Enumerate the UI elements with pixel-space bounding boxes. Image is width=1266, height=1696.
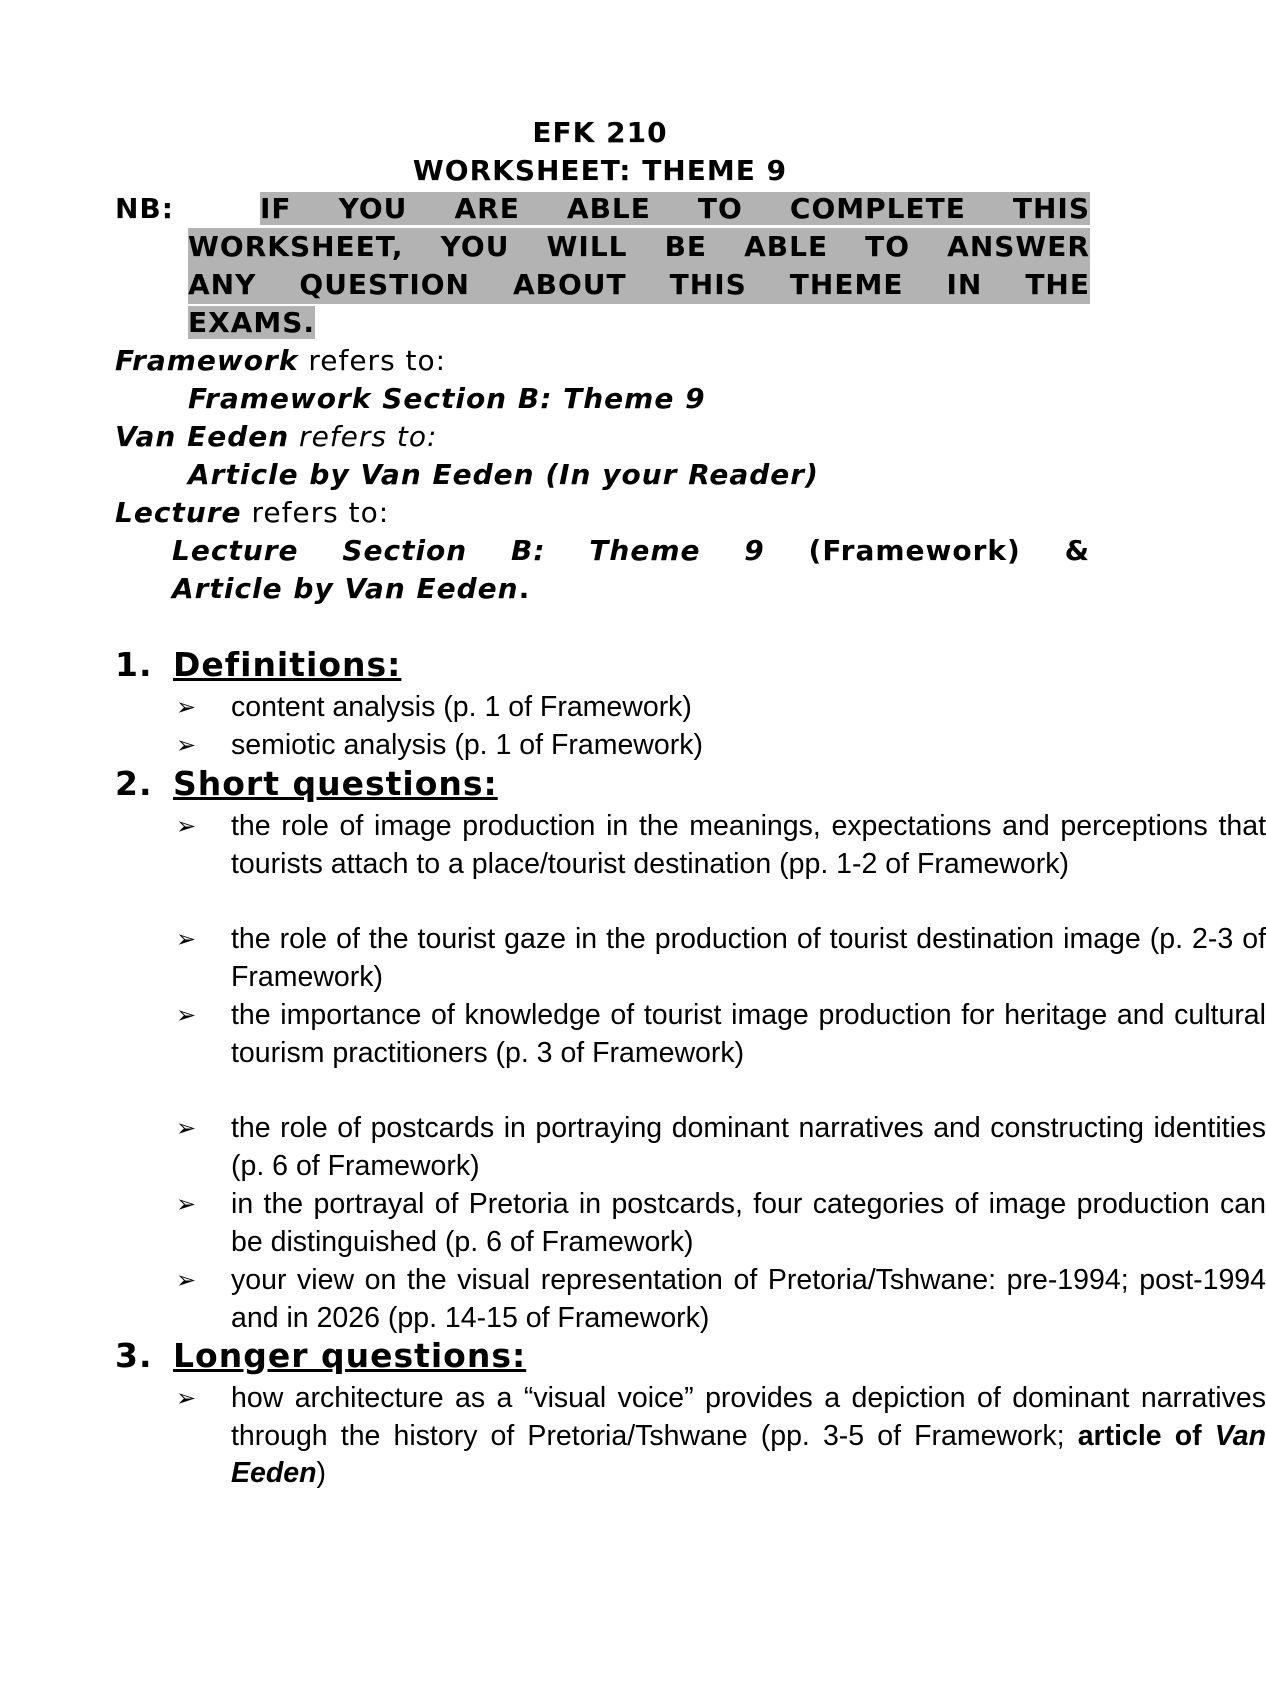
course-code: EFK 210 — [532, 116, 668, 149]
nb-line-1: IF YOU ARE ABLE TO COMPLETE THIS — [260, 192, 1090, 225]
framework-ref-detail: Framework Section B: Theme 9 — [188, 382, 706, 415]
arrowhead-bullet-icon: ➢ — [176, 1001, 197, 1029]
nb-line-4: EXAMS. — [188, 306, 316, 339]
lecture-ref-detail-line-1: Lecture Section B: Theme 9 (Framework) & — [172, 534, 1091, 567]
lecture-ref: Lecture refers to: — [115, 496, 390, 529]
arrowhead-bullet-icon: ➢ — [176, 1266, 197, 1294]
section-heading-longer-questions: 3. Longer questions: — [115, 1336, 527, 1375]
vaneeden-ref-detail: Article by Van Eeden (In your Reader) — [188, 458, 819, 491]
framework-ref: Framework refers to: — [115, 344, 447, 377]
worksheet-title: WORKSHEET: THEME 9 — [412, 154, 788, 187]
arrowhead-bullet-icon: ➢ — [176, 1190, 197, 1218]
worksheet-page: EFK 210 WORKSHEET: THEME 9 NB: IF YOU ARE ABLE TO COMPLETE THIS WORKSHEET, YOU WILL BE ABLE TO ANSWER ANY QUESTION ABOUT THIS THEME IN THE EXAMS. Framework refers to: Framework Section B: Theme 9 Van Eeden refers to: Article by Van Eeden (In your Reader) Lecture refers to: Lecture Section B: Theme 9 (Framework) & Article by Van Eeden. 1. Definitions: ➢ content analysis (p. 1 of Framework) ➢ semiotic analysis (p. 1 of Framework) 2. Short questions: ➢ the role of image production in the meanings, expectations and perceptions that tourists attach to a place/tourist destination (pp. 1-2 of Framework) ➢ the role of the tourist gaze in the production of tourist destination image (p. 2-3 of Framework) ➢ the importance of knowledge of tourist image production for heritage and cultural tourism practitioners (p. 3 of Framework) ➢ the role of postcards in portraying dominant narratives and constructing identities (p. 6 of Framework) ➢ in the portrayal of Pretoria in postcards, four categories of image production can be distinguished (p. 6 of Framework) ➢ your view on the visual representation of Pretoria/Tshwane: pre-1994; post-1994 and in 2026 (pp. 14-15 of Framework) 3. Longer questions: ➢ how architecture as a “visual voice” provides a depiction of dominant narratives through the history of Pretoria/Tshwane (pp. 3-5 of Framework; article of Van Eeden) — [0, 0, 1200, 1696]
vaneeden-ref: Van Eeden refers to: — [115, 420, 438, 453]
arrowhead-bullet-icon: ➢ — [176, 693, 197, 721]
section-heading-definitions: 1. Definitions: — [115, 645, 402, 684]
nb-label: NB: — [115, 192, 174, 225]
lecture-ref-detail-line-2: Article by Van Eeden. — [172, 572, 531, 605]
arrowhead-bullet-icon: ➢ — [176, 812, 197, 840]
arrowhead-bullet-icon: ➢ — [176, 731, 197, 759]
nb-line-3: ANY QUESTION ABOUT THIS THEME IN THE — [188, 266, 1090, 304]
arrowhead-bullet-icon: ➢ — [176, 1384, 197, 1412]
arrowhead-bullet-icon: ➢ — [176, 925, 197, 953]
nb-line-2: WORKSHEET, YOU WILL BE ABLE TO ANSWER — [188, 228, 1090, 266]
section-heading-short-questions: 2. Short questions: — [115, 764, 498, 803]
arrowhead-bullet-icon: ➢ — [176, 1114, 197, 1142]
